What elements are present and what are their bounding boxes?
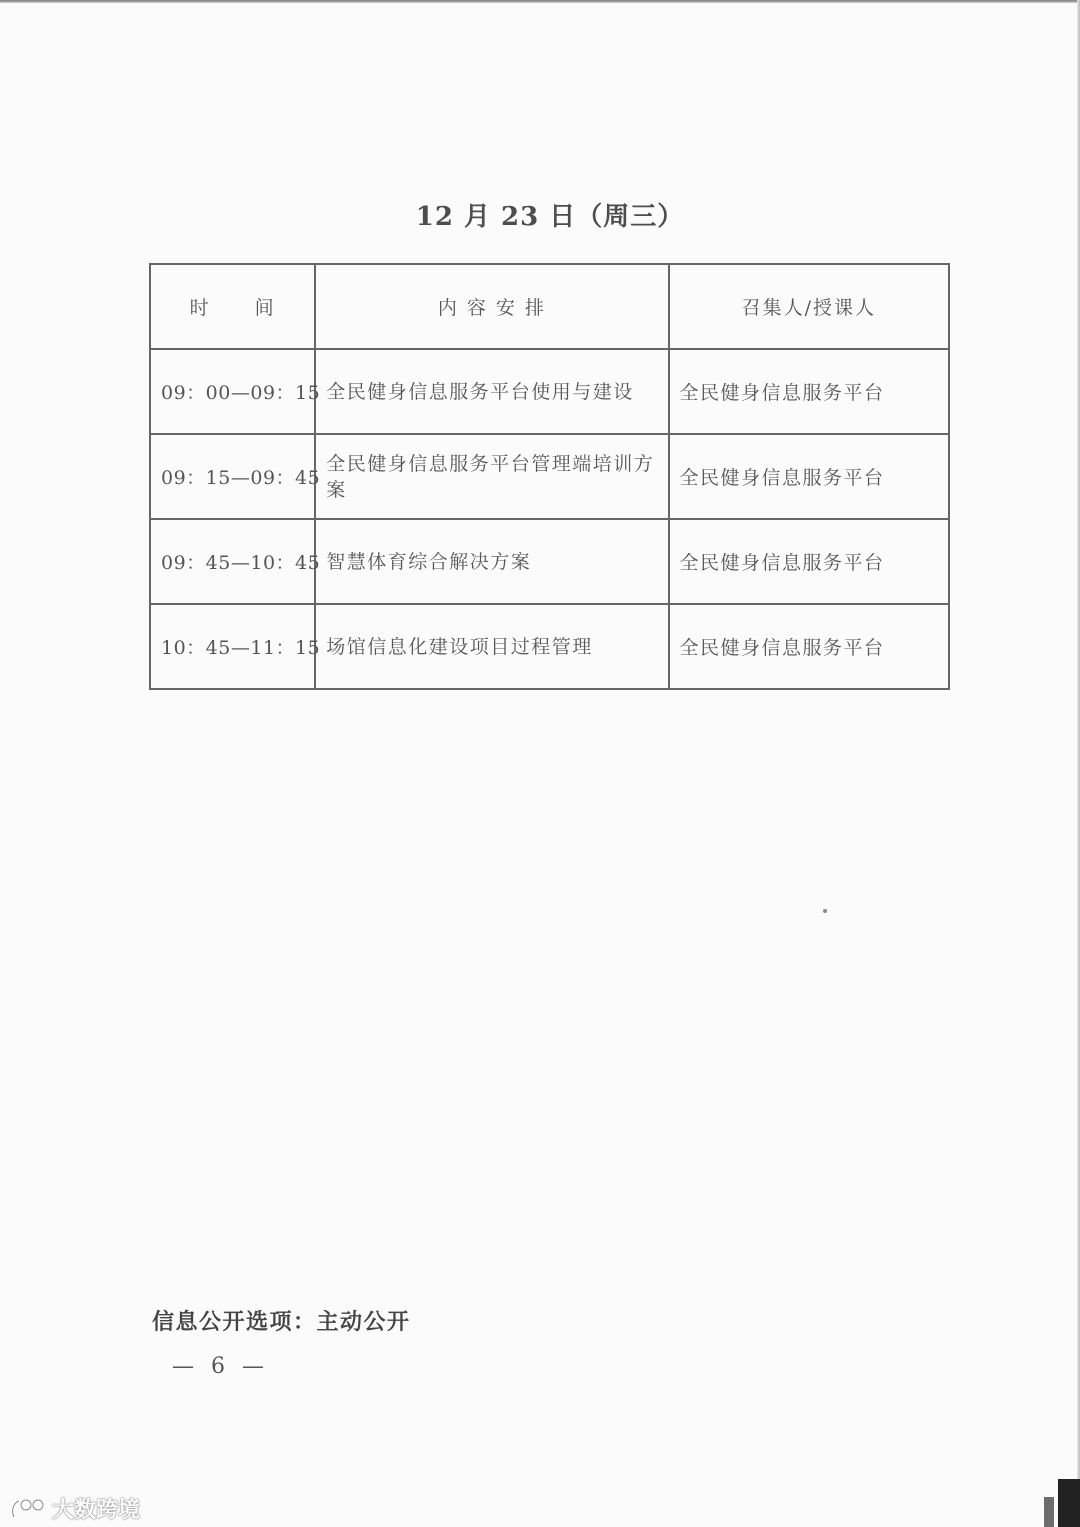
header-time: 时 间 bbox=[150, 264, 315, 349]
cell-time: 09：45—10：45 bbox=[150, 519, 315, 604]
scan-corner-mark bbox=[1058, 1479, 1080, 1527]
watermark bbox=[10, 1493, 140, 1524]
watermark-text: 大数跨境 bbox=[52, 1498, 141, 1523]
table-row bbox=[150, 349, 949, 434]
disclosure-option: 信息公开选项：主动公开 bbox=[152, 1310, 411, 1335]
table-row bbox=[150, 604, 949, 689]
scan-speck bbox=[823, 909, 827, 913]
header-content: 内 容 安 排 bbox=[315, 264, 668, 349]
table-header-row bbox=[150, 264, 949, 349]
cell-host: 全民健身信息服务平台 bbox=[669, 349, 949, 434]
page-title: 12 月 23 日（周三） bbox=[415, 202, 685, 232]
watermark-logo-icon bbox=[10, 1497, 48, 1521]
table-row bbox=[150, 434, 949, 519]
cell-host: 全民健身信息服务平台 bbox=[669, 519, 949, 604]
cell-content: 全民健身信息服务平台管理端培训方案 bbox=[315, 434, 668, 519]
cell-content: 全民健身信息服务平台使用与建设 bbox=[315, 349, 668, 434]
cell-content: 场馆信息化建设项目过程管理 bbox=[315, 604, 668, 689]
cell-content: 智慧体育综合解决方案 bbox=[315, 519, 668, 604]
cell-time: 10：45—11：15 bbox=[150, 604, 315, 689]
cell-time: 09：15—09：45 bbox=[150, 434, 315, 519]
schedule-table bbox=[149, 263, 950, 690]
cell-host: 全民健身信息服务平台 bbox=[669, 604, 949, 689]
cell-host: 全民健身信息服务平台 bbox=[669, 434, 949, 519]
cell-time: 09：00—09：15 bbox=[150, 349, 315, 434]
table-row bbox=[150, 519, 949, 604]
header-host: 召集人/授课人 bbox=[669, 264, 949, 349]
page-number: — 6 — bbox=[172, 1354, 264, 1379]
scan-top-edge bbox=[0, 0, 1080, 3]
